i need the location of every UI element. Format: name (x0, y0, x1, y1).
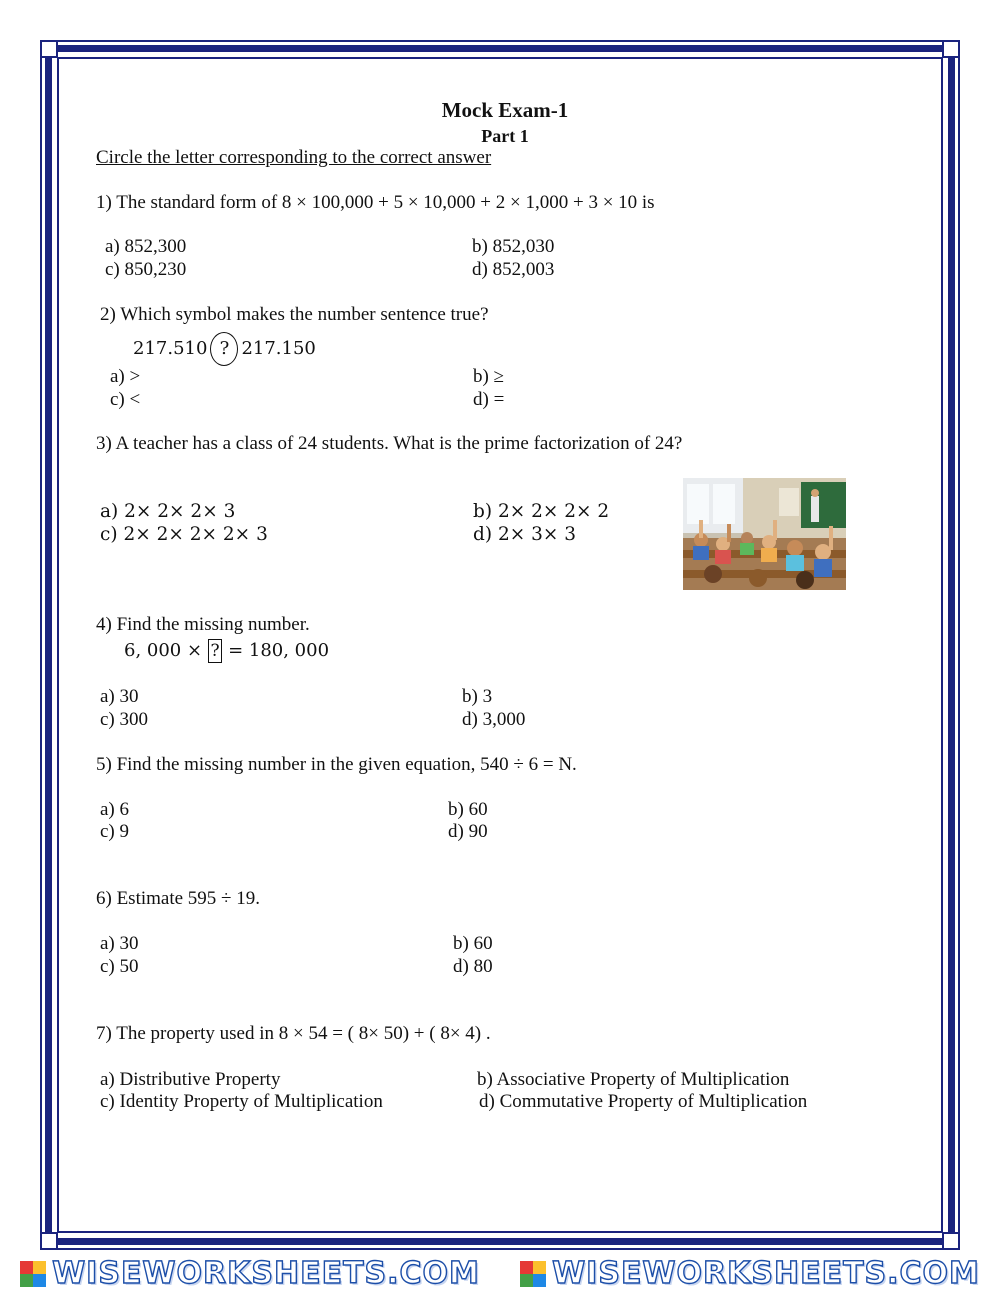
question-1-prompt: 1) The standard form of 8 × 100,000 + 5 × 10,000 + 2 × 1,000 + 3 × 10 is (96, 192, 655, 213)
page-title: Mock Exam-1 (441, 98, 569, 122)
question-1-option-d[interactable]: d) 852,003 (472, 259, 555, 280)
question-3-prompt: 3) A teacher has a class of 24 students. What is the prime factorization of 24? (96, 433, 683, 454)
question-6-option-a[interactable]: a) 30 (100, 933, 139, 954)
page-subtitle: Part 1 (481, 126, 529, 146)
border-corner-ornament (40, 40, 58, 58)
site-logo (20, 1256, 480, 1291)
question-6-prompt: 6) Estimate 595 ÷ 19. (96, 888, 260, 909)
circled-question-mark: ? (210, 332, 238, 366)
question-7-option-b[interactable]: b) Associative Property of Multiplication (477, 1069, 790, 1090)
question-3-option-b[interactable]: b) 2× 2× 2× 2 (473, 501, 610, 522)
border-corner-ornament (942, 1232, 960, 1250)
question-4-option-c[interactable]: c) 300 (100, 709, 149, 730)
question-3-option-d[interactable]: d) 2× 3× 3 (473, 524, 577, 545)
question-7-prompt: 7) The property used in 8 × 54 = ( 8× 50) + ( 8× 4) . (96, 1023, 491, 1044)
classroom-photo (683, 478, 846, 590)
site-logo (520, 1256, 980, 1291)
question-5-option-d[interactable]: d) 90 (448, 821, 488, 842)
question-2-option-d[interactable]: d) = (473, 389, 505, 410)
question-4-expression (124, 638, 329, 664)
logo-badge-icon (20, 1261, 46, 1287)
question-7-option-c[interactable]: c) Identity Property of Multiplication (100, 1091, 383, 1112)
question-5-option-a[interactable]: a) 6 (100, 799, 130, 820)
question-6-option-c[interactable]: c) 50 (100, 956, 139, 977)
question-1-option-c[interactable]: c) 850,230 (105, 259, 187, 280)
expression-right-value: = 180, 000 (228, 640, 330, 661)
question-4-option-d[interactable]: d) 3,000 (462, 709, 526, 730)
question-1-option-b[interactable]: b) 852,030 (472, 236, 555, 257)
question-6-option-b[interactable]: b) 60 (453, 933, 493, 954)
question-2-option-b[interactable]: b) ≥ (473, 366, 505, 387)
question-4-prompt: 4) Find the missing number. (96, 614, 310, 635)
question-2-option-c[interactable]: c) < (110, 389, 141, 410)
question-2-expression (133, 332, 316, 366)
classroom-photo-illustration (683, 478, 846, 590)
question-3-option-c[interactable]: c) 2× 2× 2× 2× 3 (100, 524, 268, 545)
question-4-option-a[interactable]: a) 30 (100, 686, 139, 707)
expression-left-value: 217.510 (133, 338, 208, 359)
question-2-option-a[interactable]: a) > (110, 366, 141, 387)
expression-right-value: 217.150 (241, 338, 316, 359)
question-5-option-b[interactable]: b) 60 (448, 799, 488, 820)
border-corner-ornament (942, 40, 960, 58)
question-2-prompt: 2) Which symbol makes the number sentence true? (100, 304, 489, 325)
expression-left-value: 6, 000 × (124, 640, 203, 661)
instructions: Circle the letter corresponding to the correct answer (96, 147, 492, 168)
question-6-option-d[interactable]: d) 80 (453, 956, 493, 977)
question-4-option-b[interactable]: b) 3 (462, 686, 493, 707)
logo-text: WISEWORKSHEETS.COM (52, 1256, 480, 1291)
border-corner-ornament (40, 1232, 58, 1250)
question-1-option-a[interactable]: a) 852,300 (105, 236, 187, 257)
logo-badge-icon (520, 1261, 546, 1287)
question-7-option-d[interactable]: d) Commutative Property of Multiplication (479, 1091, 808, 1112)
boxed-question-mark: ? (208, 639, 222, 663)
question-3-option-a[interactable]: a) 2× 2× 2× 3 (100, 501, 236, 522)
footer-watermark (0, 1256, 1000, 1291)
question-5-option-c[interactable]: c) 9 (100, 821, 130, 842)
logo-text: WISEWORKSHEETS.COM (552, 1256, 980, 1291)
question-7-option-a[interactable]: a) Distributive Property (100, 1069, 281, 1090)
question-5-prompt: 5) Find the missing number in the given equation, 540 ÷ 6 = N. (96, 754, 577, 775)
